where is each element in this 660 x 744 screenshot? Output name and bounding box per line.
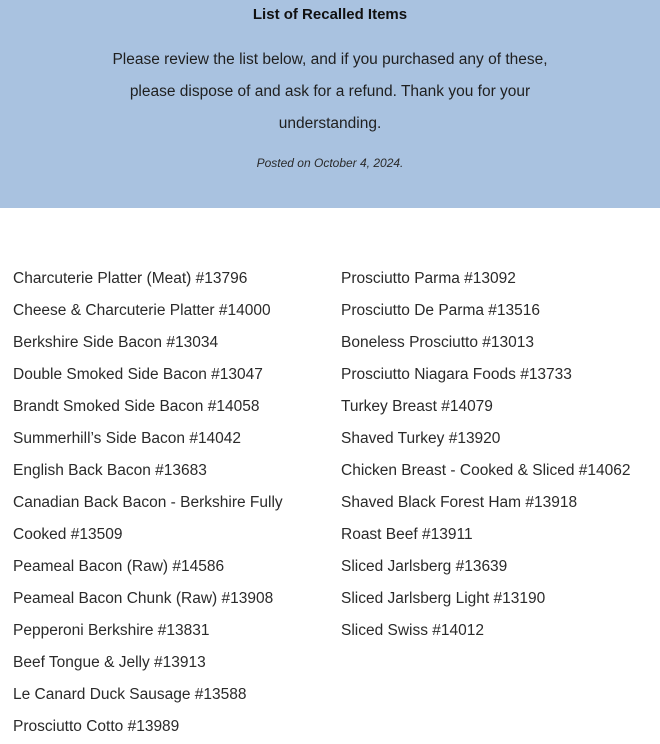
list-item: Boneless Prosciutto #13013 [341, 334, 535, 351]
list-item: Summerhill’s Side Bacon #14042 [13, 430, 242, 447]
list-item: Shaved Turkey #13920 [341, 430, 501, 447]
list-item: Sliced Jarlsberg #13639 [341, 558, 508, 575]
list-item: Cheese & Charcuterie Platter #14000 [13, 302, 271, 319]
list-item: Le Canard Duck Sausage #13588 [13, 686, 247, 703]
list-item: Sliced Swiss #14012 [341, 622, 485, 639]
list-item: Prosciutto Niagara Foods #13733 [341, 366, 572, 383]
list-item: Double Smoked Side Bacon #13047 [13, 366, 263, 383]
list-item: Prosciutto Parma #13092 [341, 270, 516, 287]
list-item: Roast Beef #13911 [341, 526, 473, 543]
list-item: Shaved Black Forest Ham #13918 [341, 494, 578, 511]
banner-title: List of Recalled Items [252, 6, 408, 23]
list-item: Beef Tongue & Jelly #13913 [13, 654, 206, 671]
list-item: Charcuterie Platter (Meat) #13796 [13, 270, 248, 287]
list-item: Pepperoni Berkshire #13831 [13, 622, 210, 639]
list-item: Brandt Smoked Side Bacon #14058 [13, 398, 260, 415]
recall-banner [0, 0, 660, 208]
list-item: Prosciutto Cotto #13989 [13, 718, 180, 735]
list-item: Peameal Bacon (Raw) #14586 [13, 558, 225, 575]
posted-date: Posted on October 4, 2024. [256, 156, 404, 170]
banner-message: Please review the list below, and if you purchased any of these, please dispose of and ask for a refund. Thank you for your understanding. [112, 51, 548, 132]
list-item: Sliced Jarlsberg Light #13190 [341, 590, 546, 607]
list-item: Peameal Bacon Chunk (Raw) #13908 [13, 590, 274, 607]
recalled-items-right-column [341, 263, 659, 647]
list-item: Berkshire Side Bacon #13034 [13, 334, 219, 351]
list-item: Turkey Breast #14079 [341, 398, 493, 415]
list-item: Chicken Breast - Cooked & Sliced #14062 [341, 462, 631, 479]
list-item: Canadian Back Bacon - Berkshire Fully Cooked #13509 [13, 494, 283, 543]
recalled-items-left-column [13, 263, 323, 743]
list-item: English Back Bacon #13683 [13, 462, 207, 479]
list-item: Prosciutto De Parma #13516 [341, 302, 541, 319]
